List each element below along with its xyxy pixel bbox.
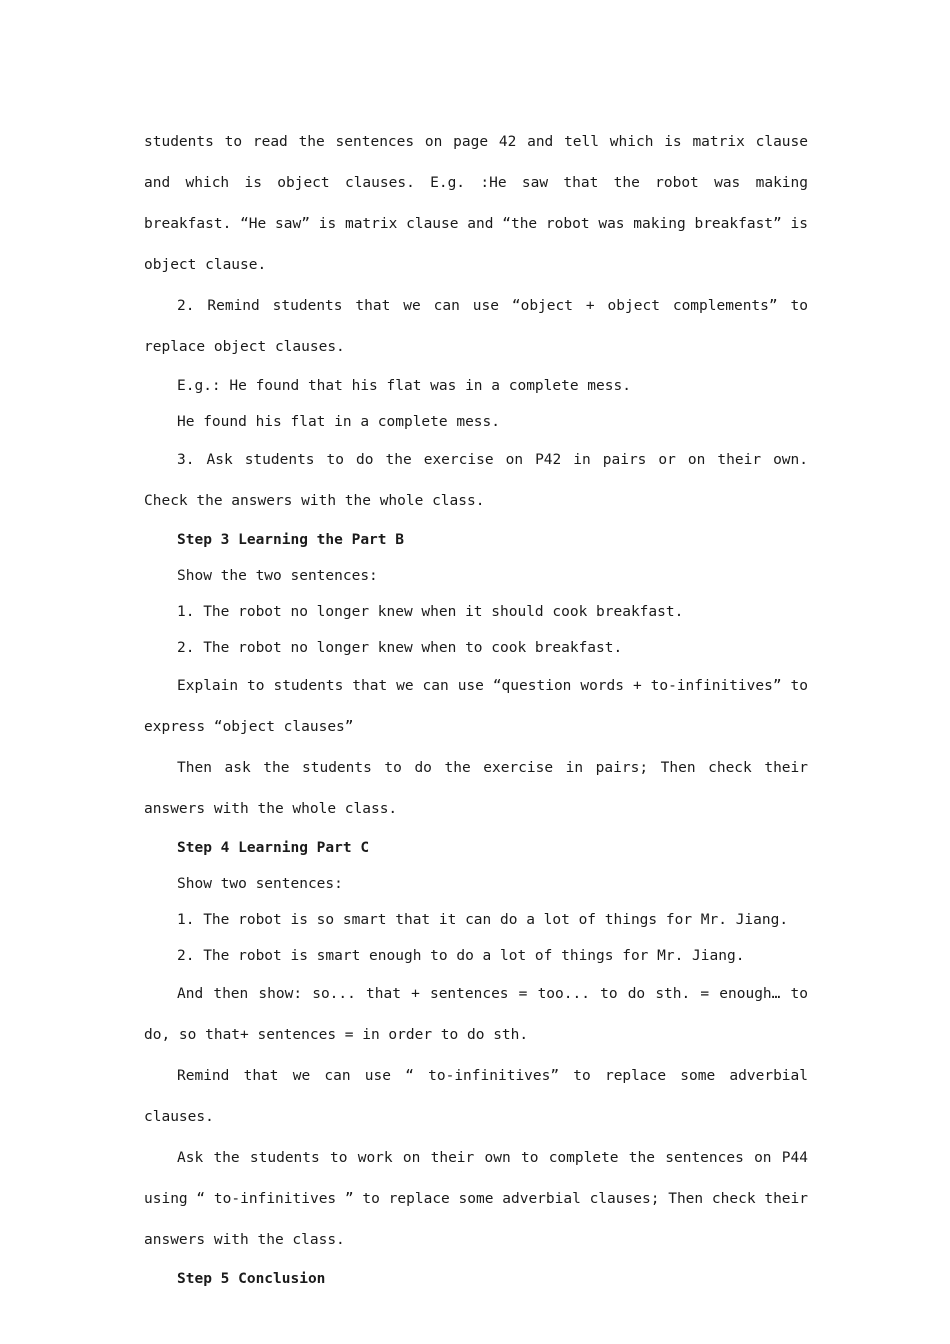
- paragraph-object-clause-intro: students to read the sentences on page 42 and tell which is matrix clause and which is object clauses. E.g. :He saw that the robot was making breakfast. “He saw” is matrix clause and “the robot was making breakfast” is object clause.: [144, 134, 808, 273]
- paragraph-exercise-p42: 3. Ask students to do the exercise on P42 in pairs or on their own. Check the answers with the whole class.: [144, 452, 808, 509]
- example-sentence-6: 2. The robot is smart enough to do a lot of things for Mr. Jiang.: [177, 948, 745, 964]
- paragraph-exercise-pairs: Then ask the students to do the exercise in pairs; Then check their answers with the whole class.: [144, 760, 808, 817]
- document-body: [144, 122, 808, 1297]
- example-sentence-2: He found his flat in a complete mess.: [177, 414, 501, 430]
- example-sentence-3: 1. The robot no longer knew when it should cook breakfast.: [177, 604, 684, 620]
- paragraph-remind-to-infinitives: Remind that we can use “ to-infinitives” to replace some adverbial clauses.: [144, 1068, 808, 1125]
- paragraph-explain-question-words: Explain to students that we can use “question words + to-infinitives” to express “object clauses”: [144, 678, 808, 735]
- paragraph-exercise-p44: Ask the students to work on their own to complete the sentences on P44 using “ to-infinitives ” to replace some adverbial clauses; Then check their answers with the class.: [144, 1150, 808, 1248]
- example-sentence-1: E.g.: He found that his flat was in a complete mess.: [177, 378, 631, 394]
- example-sentence-5: 1. The robot is so smart that it can do a lot of things for Mr. Jiang.: [177, 912, 789, 928]
- heading-step-5: Step 5 Conclusion: [177, 1271, 326, 1287]
- paragraph-remind-object-complements: 2. Remind students that we can use “object + object complements” to replace object clauses.: [144, 298, 808, 355]
- paragraph-so-that-rules: And then show: so... that + sentences = too... to do sth. = enough… to do, so that+ sentences = in order to do sth.: [144, 986, 808, 1043]
- paragraph-show-two-sentences: Show the two sentences:: [177, 568, 378, 584]
- example-sentence-4: 2. The robot no longer knew when to cook breakfast.: [177, 640, 623, 656]
- heading-step-4: Step 4 Learning Part C: [177, 840, 370, 856]
- heading-step-3: Step 3 Learning the Part B: [177, 532, 404, 548]
- paragraph-show-sentences: Show two sentences:: [177, 876, 343, 892]
